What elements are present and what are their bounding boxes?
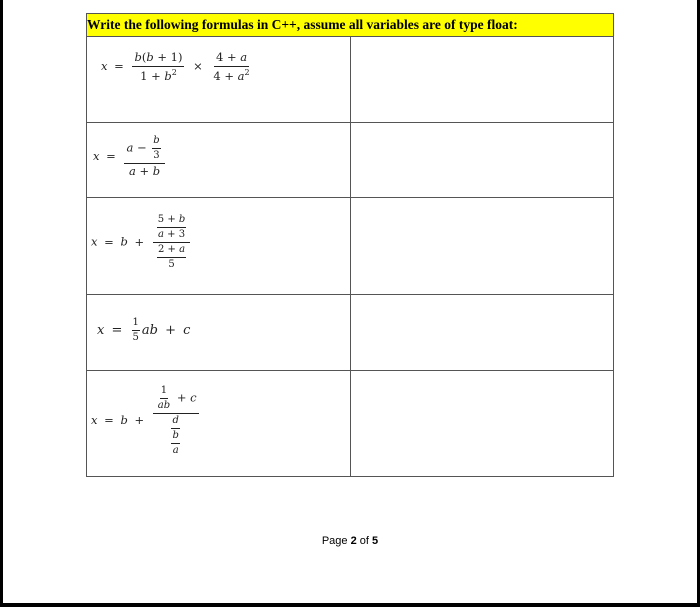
answer-cell-5[interactable] <box>350 371 614 477</box>
formula-2-cell <box>87 123 351 198</box>
answer-cell-3[interactable] <box>350 198 614 295</box>
table-row <box>87 198 614 295</box>
instruction-header: Write the following formulas in C++, assume all variables are of type float: <box>87 14 614 37</box>
formula-1-cell <box>87 37 351 123</box>
table-row <box>87 295 614 371</box>
formula-5: x = b + $\frac{1}{ab}$ + c $\frac{d}{\frac{b}{a}}$ <box>91 385 197 456</box>
total-pages: 5 <box>372 535 379 547</box>
formula-4-cell <box>87 295 351 371</box>
formula-4: x = $\frac{1}{5}$ ab + c <box>97 317 191 343</box>
answer-cell-4[interactable] <box>350 295 614 371</box>
formula-table <box>86 13 614 477</box>
table-row <box>87 123 614 198</box>
page-border-left <box>0 0 3 607</box>
table-header-row <box>87 14 614 37</box>
formula-5-cell <box>87 371 351 477</box>
answer-cell-2[interactable] <box>350 123 614 198</box>
formula-2: x = a − $\frac{b}{3}$ a + b <box>93 135 167 179</box>
table-row <box>87 37 614 123</box>
formula-1: x = $\frac{b(b + 1)}{1 + b^2}$ × $\frac{4 + a}{4 + a^2}$ <box>101 50 250 83</box>
page-border-bottom <box>0 603 700 607</box>
of-word: of <box>359 535 369 547</box>
formula-3-cell <box>87 198 351 295</box>
table-row <box>87 371 614 477</box>
page-number <box>0 535 700 547</box>
page-word: Page <box>321 535 348 547</box>
answer-cell-1[interactable] <box>350 37 614 123</box>
current-page: 2 <box>350 535 357 547</box>
formula-3: x = b + $\frac{\frac{5 + b}{a + 3}}{\frac{2 + a}{5}}$ <box>91 214 192 271</box>
